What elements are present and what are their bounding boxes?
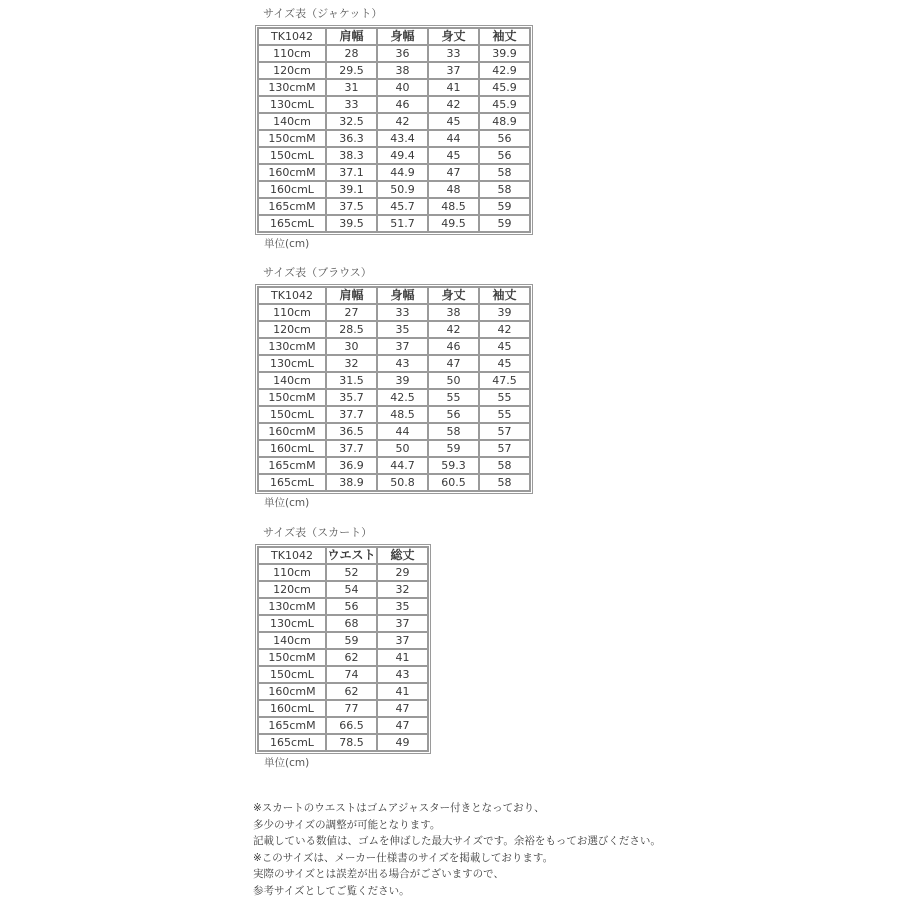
product-code-header: TK1042 (258, 28, 326, 45)
measurement-cell: 33 (428, 45, 479, 62)
measurement-cell: 58 (479, 474, 530, 491)
measurement-cell: 60.5 (428, 474, 479, 491)
measurement-cell: 31.5 (326, 372, 377, 389)
skirt-unit-label: 単位(cm) (264, 757, 310, 769)
column-header: 身幅 (377, 287, 428, 304)
jacket-size-section (255, 7, 533, 251)
measurement-cell: 33 (377, 304, 428, 321)
measurement-cell: 42.5 (377, 389, 428, 406)
table-row (258, 474, 530, 491)
measurement-cell: 46 (377, 96, 428, 113)
table-row (258, 79, 530, 96)
measurement-cell: 29 (377, 564, 428, 581)
table-row (258, 321, 530, 338)
size-label-cell: 120cm (258, 62, 326, 79)
measurement-cell: 37 (428, 62, 479, 79)
measurement-cell: 47 (377, 717, 428, 734)
measurement-cell: 39 (377, 372, 428, 389)
measurement-cell: 52 (326, 564, 377, 581)
size-label-cell: 165cmM (258, 717, 326, 734)
measurement-cell: 35.7 (326, 389, 377, 406)
size-label-cell: 160cmM (258, 164, 326, 181)
table-row (258, 615, 428, 632)
measurement-cell: 50.8 (377, 474, 428, 491)
measurement-cell: 37.7 (326, 406, 377, 423)
measurement-cell: 43 (377, 666, 428, 683)
size-label-cell: 120cm (258, 581, 326, 598)
measurement-cell: 42 (428, 321, 479, 338)
table-row (258, 406, 530, 423)
measurement-cell: 27 (326, 304, 377, 321)
measurement-cell: 43.4 (377, 130, 428, 147)
size-label-cell: 150cmM (258, 130, 326, 147)
measurement-cell: 58 (479, 181, 530, 198)
measurement-cell: 50 (428, 372, 479, 389)
jacket-size-table (255, 25, 533, 235)
measurement-cell: 59.3 (428, 457, 479, 474)
size-label-cell: 160cmL (258, 700, 326, 717)
table-row (258, 389, 530, 406)
measurement-cell: 37.1 (326, 164, 377, 181)
size-label-cell: 110cm (258, 564, 326, 581)
measurement-cell: 44.7 (377, 457, 428, 474)
measurement-cell: 58 (428, 423, 479, 440)
table-row (258, 440, 530, 457)
table-row (258, 113, 530, 130)
measurement-cell: 45 (428, 147, 479, 164)
measurement-cell: 44 (377, 423, 428, 440)
size-label-cell: 150cmM (258, 389, 326, 406)
measurement-cell: 39.9 (479, 45, 530, 62)
table-row (258, 198, 530, 215)
measurement-cell: 41 (377, 683, 428, 700)
measurement-cell: 56 (479, 130, 530, 147)
table-row (258, 700, 428, 717)
column-header: 袖丈 (479, 287, 530, 304)
table-row (258, 372, 530, 389)
skirt-size-title: サイズ表（スカート） (263, 526, 373, 539)
measurement-cell: 39.1 (326, 181, 377, 198)
column-header: 身幅 (377, 28, 428, 45)
table-row (258, 734, 428, 751)
measurement-cell: 41 (377, 649, 428, 666)
measurement-cell: 49.5 (428, 215, 479, 232)
measurement-cell: 45 (479, 355, 530, 372)
measurement-cell: 48.9 (479, 113, 530, 130)
measurement-cell: 42 (428, 96, 479, 113)
measurement-cell: 35 (377, 321, 428, 338)
measurement-cell: 40 (377, 79, 428, 96)
measurement-cell: 45 (479, 338, 530, 355)
table-row (258, 423, 530, 440)
measurement-cell: 57 (479, 423, 530, 440)
measurement-cell: 58 (479, 164, 530, 181)
note-line: 記載している数値は、ゴムを伸ばした最大サイズです。余裕をもってお選びください。 (253, 835, 661, 847)
measurement-cell: 43 (377, 355, 428, 372)
measurement-cell: 41 (428, 79, 479, 96)
measurement-cell: 38.3 (326, 147, 377, 164)
measurement-cell: 50 (377, 440, 428, 457)
measurement-cell: 36.5 (326, 423, 377, 440)
measurement-cell: 50.9 (377, 181, 428, 198)
measurement-cell: 51.7 (377, 215, 428, 232)
table-row (258, 62, 530, 79)
measurement-cell: 68 (326, 615, 377, 632)
measurement-cell: 28.5 (326, 321, 377, 338)
measurement-cell: 48.5 (428, 198, 479, 215)
measurement-cell: 49.4 (377, 147, 428, 164)
measurement-cell: 46 (428, 338, 479, 355)
table-row (258, 147, 530, 164)
blouse-size-title: サイズ表（ブラウス） (263, 266, 372, 279)
size-notes (253, 800, 661, 899)
size-label-cell: 165cmM (258, 457, 326, 474)
measurement-cell: 36 (377, 45, 428, 62)
note-line: ※このサイズは、メーカー仕様書のサイズを掲載しております。 (253, 851, 554, 864)
size-label-cell: 165cmL (258, 734, 326, 751)
measurement-cell: 35 (377, 598, 428, 615)
size-label-cell: 110cm (258, 304, 326, 321)
measurement-cell: 55 (479, 406, 530, 423)
table-row (258, 457, 530, 474)
jacket-unit-label: 単位(cm) (264, 238, 310, 250)
measurement-cell: 56 (428, 406, 479, 423)
jacket-size-title: サイズ表（ジャケット） (263, 7, 383, 20)
measurement-cell: 32 (326, 355, 377, 372)
measurement-cell: 38 (377, 62, 428, 79)
measurement-cell: 49 (377, 734, 428, 751)
measurement-cell: 45 (428, 113, 479, 130)
blouse-unit-label: 単位(cm) (264, 497, 310, 509)
size-label-cell: 120cm (258, 321, 326, 338)
measurement-cell: 59 (479, 198, 530, 215)
table-row (258, 96, 530, 113)
table-row (258, 598, 428, 615)
measurement-cell: 59 (428, 440, 479, 457)
size-label-cell: 130cmM (258, 338, 326, 355)
table-row (258, 338, 530, 355)
table-row (258, 355, 530, 372)
size-label-cell: 160cmL (258, 181, 326, 198)
measurement-cell: 55 (428, 389, 479, 406)
measurement-cell: 56 (326, 598, 377, 615)
table-row (258, 564, 428, 581)
table-row (258, 181, 530, 198)
column-header: 身丈 (428, 28, 479, 45)
measurement-cell: 55 (479, 389, 530, 406)
size-label-cell: 150cmM (258, 649, 326, 666)
measurement-cell: 47 (428, 355, 479, 372)
measurement-cell: 44.9 (377, 164, 428, 181)
measurement-cell: 37 (377, 632, 428, 649)
size-label-cell: 130cmM (258, 598, 326, 615)
measurement-cell: 36.9 (326, 457, 377, 474)
measurement-cell: 59 (326, 632, 377, 649)
product-code-header: TK1042 (258, 287, 326, 304)
measurement-cell: 45.9 (479, 79, 530, 96)
table-row (258, 130, 530, 147)
size-label-cell: 130cmM (258, 79, 326, 96)
measurement-cell: 77 (326, 700, 377, 717)
size-label-cell: 110cm (258, 45, 326, 62)
column-header: 肩幅 (326, 28, 377, 45)
measurement-cell: 57 (479, 440, 530, 457)
measurement-cell: 37 (377, 338, 428, 355)
measurement-cell: 58 (479, 457, 530, 474)
measurement-cell: 36.3 (326, 130, 377, 147)
size-label-cell: 130cmL (258, 615, 326, 632)
measurement-cell: 59 (479, 215, 530, 232)
measurement-cell: 44 (428, 130, 479, 147)
measurement-cell: 48 (428, 181, 479, 198)
measurement-cell: 32 (377, 581, 428, 598)
table-row (258, 632, 428, 649)
measurement-cell: 39 (479, 304, 530, 321)
measurement-cell: 54 (326, 581, 377, 598)
measurement-cell: 62 (326, 649, 377, 666)
measurement-cell: 28 (326, 45, 377, 62)
table-row (258, 45, 530, 62)
measurement-cell: 32.5 (326, 113, 377, 130)
table-row (258, 649, 428, 666)
measurement-cell: 33 (326, 96, 377, 113)
measurement-cell: 30 (326, 338, 377, 355)
measurement-cell: 45.9 (479, 96, 530, 113)
blouse-size-table (255, 284, 533, 494)
measurement-cell: 74 (326, 666, 377, 683)
size-label-cell: 165cmM (258, 198, 326, 215)
size-label-cell: 150cmL (258, 147, 326, 164)
measurement-cell: 47.5 (479, 372, 530, 389)
size-label-cell: 140cm (258, 632, 326, 649)
product-code-header: TK1042 (258, 547, 326, 564)
blouse-size-section (255, 266, 533, 510)
skirt-size-section (255, 526, 431, 770)
measurement-cell: 42.9 (479, 62, 530, 79)
column-header: 総丈 (377, 547, 428, 564)
size-label-cell: 160cmM (258, 423, 326, 440)
note-line: 多少のサイズの調整が可能となります。 (253, 818, 441, 831)
measurement-cell: 56 (479, 147, 530, 164)
table-header-row (258, 547, 428, 564)
table-header-row (258, 287, 530, 304)
measurement-cell: 42 (377, 113, 428, 130)
measurement-cell: 45.7 (377, 198, 428, 215)
note-line: 実際のサイズとは誤差が出る場合がございますので、 (253, 868, 504, 880)
measurement-cell: 31 (326, 79, 377, 96)
measurement-cell: 47 (428, 164, 479, 181)
table-row (258, 666, 428, 683)
size-label-cell: 150cmL (258, 406, 326, 423)
measurement-cell: 42 (479, 321, 530, 338)
measurement-cell: 62 (326, 683, 377, 700)
size-label-cell: 140cm (258, 372, 326, 389)
column-header: 身丈 (428, 287, 479, 304)
measurement-cell: 39.5 (326, 215, 377, 232)
size-label-cell: 165cmL (258, 215, 326, 232)
measurement-cell: 78.5 (326, 734, 377, 751)
measurement-cell: 29.5 (326, 62, 377, 79)
measurement-cell: 47 (377, 700, 428, 717)
table-row (258, 581, 428, 598)
measurement-cell: 38.9 (326, 474, 377, 491)
note-line: ※スカートのウエストはゴムアジャスター付きとなっており、 (253, 802, 545, 814)
size-label-cell: 165cmL (258, 474, 326, 491)
note-line: 参考サイズとしてご覧ください。 (253, 884, 410, 897)
column-header: 肩幅 (326, 287, 377, 304)
column-header: ウエスト (327, 548, 376, 562)
table-row (258, 683, 428, 700)
measurement-cell: 37 (377, 615, 428, 632)
size-label-cell: 140cm (258, 113, 326, 130)
measurement-cell: 37.7 (326, 440, 377, 457)
measurement-cell: 66.5 (326, 717, 377, 734)
table-row (258, 215, 530, 232)
table-row (258, 164, 530, 181)
size-label-cell: 150cmL (258, 666, 326, 683)
table-row (258, 717, 428, 734)
size-label-cell: 130cmL (258, 96, 326, 113)
measurement-cell: 48.5 (377, 406, 428, 423)
table-header-row (258, 28, 530, 45)
skirt-size-table (255, 544, 431, 754)
table-row (258, 304, 530, 321)
size-label-cell: 160cmM (258, 683, 326, 700)
measurement-cell: 38 (428, 304, 479, 321)
size-label-cell: 160cmL (258, 440, 326, 457)
measurement-cell: 37.5 (326, 198, 377, 215)
size-label-cell: 130cmL (258, 355, 326, 372)
column-header: 袖丈 (479, 28, 530, 45)
